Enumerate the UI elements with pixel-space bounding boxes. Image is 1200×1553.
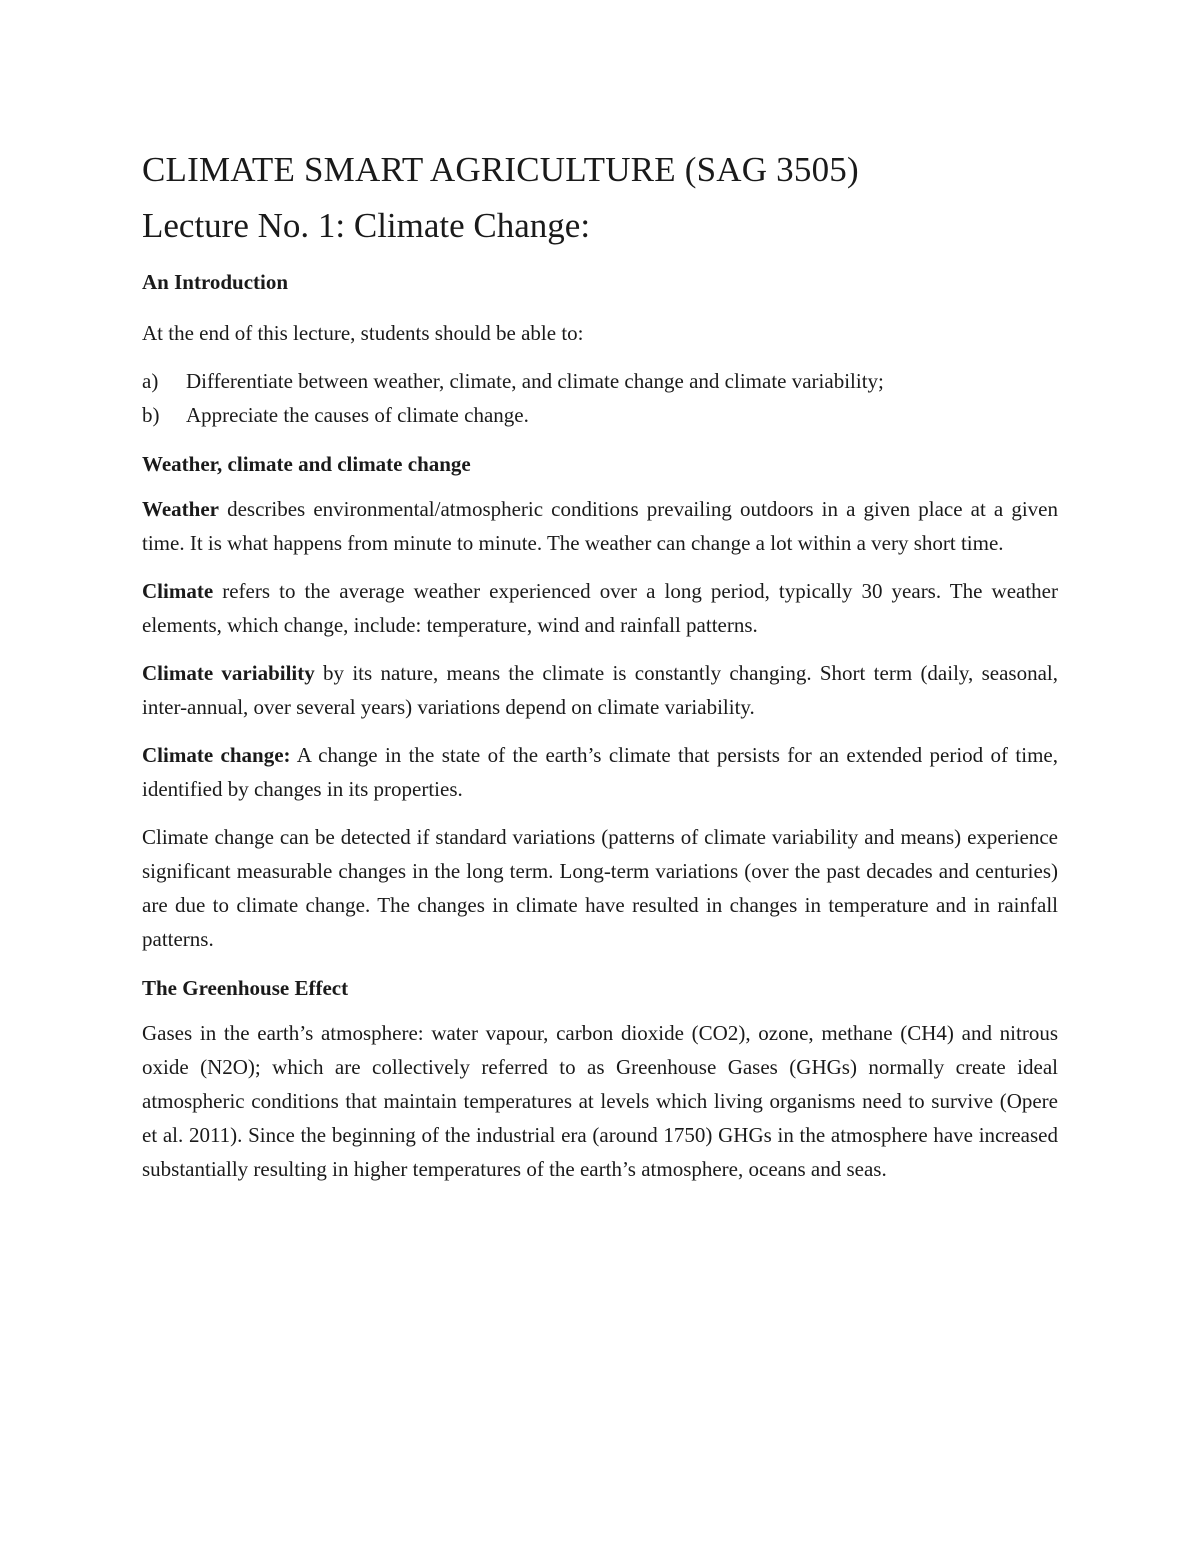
section-heading-weather-climate: Weather, climate and climate change: [142, 452, 471, 476]
intro-heading: An Introduction: [142, 270, 289, 294]
section-heading-greenhouse: The Greenhouse Effect: [142, 976, 349, 1000]
detection-paragraph: Climate change can be detected if standard variations (patterns of climate variability and means) experience significant measurable changes in the long term. Long-term variations (over the past decades and centuries) are due to climate change. The changes in climate have resulted in changes in temperature and in rainfall patterns.: [142, 825, 1058, 951]
objective-text: Appreciate the causes of climate change.: [186, 403, 529, 427]
climate-variability-term: Climate variability: [142, 661, 315, 685]
greenhouse-paragraph: Gases in the earth’s atmosphere: water vapour, carbon dioxide (CO2), ozone, methane (CH4) and nitrous oxide (N2O); which are collectively referred to as Greenhouse Gases (GHGs) normally create ideal atmospheric conditions that maintain temperatures at levels which living organisms need to survive (Opere et al. 2011). Since the beginning of the industrial era (around 1750) GHGs in the atmosphere have increased substantially resulting in higher temperatures of the earth’s atmosphere, oceans and seas.: [142, 1021, 1058, 1181]
climate-variability-text: by its nature, means the climate is constantly changing. Short term (daily, seasonal, inter-annual, over several years) variations depend on climate variability.: [142, 661, 1058, 719]
document-title: CLIMATE SMART AGRICULTURE (SAG 3505): [142, 150, 859, 189]
document-page: [142, 150, 1058, 1186]
climate-change-paragraph: [142, 738, 1058, 806]
weather-term: Weather: [142, 497, 219, 521]
climate-change-term: Climate change:: [142, 743, 291, 767]
objective-marker: b): [142, 403, 160, 427]
objective-item: [142, 398, 1058, 432]
climate-paragraph: [142, 574, 1058, 642]
climate-term: Climate: [142, 579, 214, 603]
objective-item: [142, 364, 1058, 398]
weather-paragraph: [142, 492, 1058, 560]
objectives-lead: At the end of this lecture, students should be able to:: [142, 321, 584, 345]
objective-text: Differentiate between weather, climate, and climate change and climate variability;: [186, 369, 884, 393]
objectives-list: [142, 364, 1058, 432]
weather-text: describes environmental/atmospheric conditions prevailing outdoors in a given place at a given time. It is what happens from minute to minute. The weather can change a lot within a very short time.: [142, 497, 1058, 555]
objective-marker: a): [142, 369, 159, 393]
climate-change-text: A change in the state of the earth’s climate that persists for an extended period of time, identified by changes in its properties.: [142, 743, 1058, 801]
lecture-title: Lecture No. 1: Climate Change:: [142, 206, 591, 245]
climate-text: refers to the average weather experienced over a long period, typically 30 years. The weather elements, which change, include: temperature, wind and rainfall patterns.: [142, 579, 1058, 637]
climate-variability-paragraph: [142, 656, 1058, 724]
